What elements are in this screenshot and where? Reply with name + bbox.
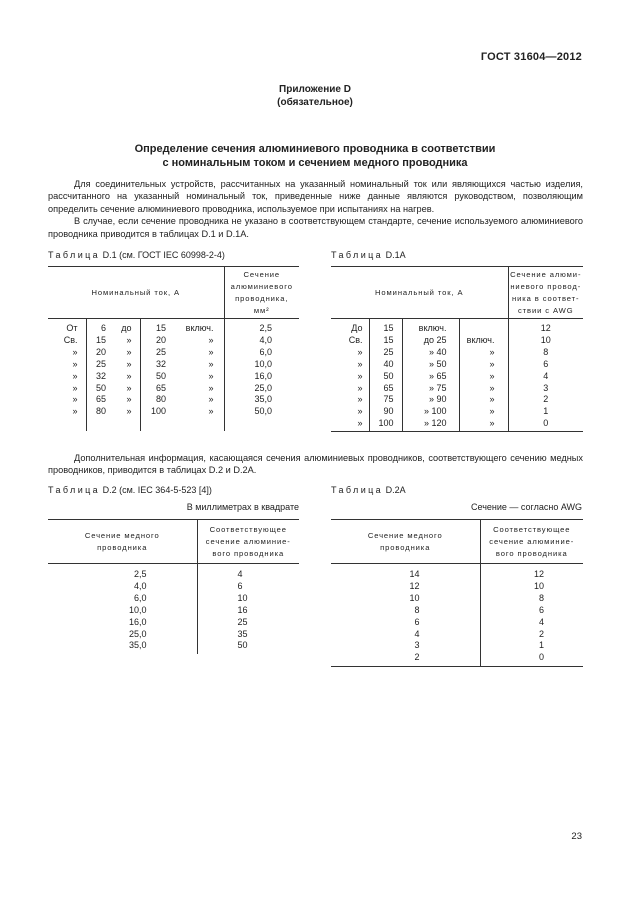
table-cell: »: [110, 394, 140, 406]
table-cell: » 100: [402, 406, 459, 418]
table-cell: 6: [543, 358, 549, 369]
table-cell: »: [110, 383, 140, 395]
table-cell: 6,0: [48, 593, 197, 605]
table-cell: 6: [538, 604, 544, 615]
table-d2a-header-aluminium: [480, 520, 583, 564]
annex-heading: [0, 83, 630, 109]
table-cell: 25: [369, 347, 402, 359]
header-line: сечение алюминие-: [489, 536, 575, 546]
table-cell: »: [110, 335, 140, 347]
header-line: алюминиевого: [230, 281, 293, 291]
table-cell: » 65: [402, 371, 459, 383]
table-cell: »: [170, 394, 224, 406]
table-d1a: [331, 266, 583, 432]
document-code: ГОСТ 31604—2012: [480, 51, 582, 63]
table-cell: 25: [155, 346, 166, 357]
table-cell: 40: [369, 359, 402, 371]
table-row: [48, 581, 299, 593]
table-d2a: [331, 519, 583, 667]
table-cell: 15: [369, 335, 402, 347]
table-cell: 0: [508, 418, 583, 431]
table-cell: 8: [538, 592, 544, 603]
table-d1a-header-section: [508, 267, 583, 319]
header-line: ника в соответ-: [512, 293, 580, 303]
table-cell: 2: [538, 628, 544, 639]
table-cell: »: [110, 359, 140, 371]
intro-paragraph-1: Для соединительных устройств, рассчитанных на указанный номинальный ток или являющихся частью изделия, рассчитанного на указанный номинальный ток, приведенные ниже данные являются руководством, позволяющим определить сечение алюминиевого проводника, используемое при испытаниях на нагрев.: [48, 179, 583, 214]
header-line: сечение алюминие-: [205, 536, 291, 546]
table-cell: [459, 319, 508, 335]
table-cell: »: [331, 359, 369, 371]
table-cell: Св.: [331, 335, 369, 347]
table-row: [331, 418, 583, 431]
table-cell: »: [331, 371, 369, 383]
table-row: [331, 593, 583, 605]
table-row: [48, 640, 299, 654]
table-row: [331, 640, 583, 652]
table-row: [48, 347, 299, 359]
table-cell: 80: [95, 406, 106, 417]
table-cell: 50,0: [254, 406, 272, 417]
table-cell: 20: [155, 334, 166, 345]
table-d1-header-section: [224, 267, 299, 319]
table-row: [331, 383, 583, 395]
table-cell: 1: [538, 640, 544, 651]
caption-word: Таблица: [331, 250, 384, 260]
table-cell: включ.: [170, 319, 224, 335]
caption-word: Таблица: [48, 485, 101, 495]
table-cell: 2,5: [259, 323, 272, 333]
table-cell: 6: [237, 580, 243, 591]
table-cell: »: [331, 406, 369, 418]
table-cell: 65: [369, 383, 402, 395]
table-row: [331, 652, 583, 666]
table-row: [48, 593, 299, 605]
table-cell: 35: [237, 628, 248, 639]
table-d1a-caption: [331, 250, 406, 260]
table-cell: 15: [95, 334, 106, 345]
table-row: [331, 394, 583, 406]
table-cell: 100: [369, 418, 402, 431]
caption-rest: D.2A: [385, 485, 406, 495]
table-cell: 100: [150, 406, 166, 417]
table-cell: 20: [95, 346, 106, 357]
table-row: [331, 359, 583, 371]
header-line: проводника,: [235, 293, 289, 303]
table-cell: 65: [95, 394, 106, 405]
table-cell: »: [48, 347, 86, 359]
table-cell: 10: [540, 334, 551, 345]
header-line: Соответствующее: [209, 524, 287, 534]
mid-text: [48, 452, 583, 477]
table-cell: »: [459, 406, 508, 418]
table-row: [331, 406, 583, 418]
table-cell: »: [331, 418, 369, 431]
table-row: [48, 319, 299, 335]
intro-text: [48, 178, 583, 240]
table-cell: до 25: [402, 335, 459, 347]
table-row: [331, 319, 583, 335]
table-row: [48, 605, 299, 617]
header-line: Сечение алюми-: [510, 269, 582, 279]
table-cell: » 90: [402, 394, 459, 406]
table-cell: 25: [237, 616, 248, 627]
table-cell: »: [48, 406, 86, 431]
table-d2-unit-note: В миллиметрах в квадрате: [186, 502, 299, 512]
table-row: [48, 371, 299, 383]
table-cell: 50: [237, 640, 248, 651]
table-cell: 16,0: [254, 370, 272, 381]
table-cell: От: [48, 319, 86, 335]
table-cell: 4,0: [48, 581, 197, 593]
header-line: вого проводника: [495, 548, 568, 558]
table-cell: »: [459, 371, 508, 383]
caption-word: Таблица: [331, 485, 384, 495]
table-cell: 35,0: [48, 640, 197, 654]
intro-paragraph-2: В случае, если сечение проводника не указано в соответствующем стандарте, сечение используемого алюминиевого проводника приводится в таблицах D.1 и D.1A.: [48, 216, 583, 239]
table-cell: 2,5: [48, 564, 197, 581]
table-row: [331, 347, 583, 359]
table-cell: 50: [155, 370, 166, 381]
header-line: проводника: [380, 542, 431, 552]
table-cell: 25,0: [48, 629, 197, 641]
table-row: [331, 605, 583, 617]
table-cell: 12: [533, 569, 544, 579]
table-row: [48, 394, 299, 406]
annex-status: (обязательное): [277, 97, 353, 108]
table-cell: 50: [369, 371, 402, 383]
table-cell: 16: [237, 604, 248, 615]
table-cell: 15: [369, 319, 402, 335]
section-title-line2: с номинальным током и сечением медного проводника: [162, 157, 468, 169]
mid-paragraph: Дополнительная информация, касающаяся сечения алюминиевых проводников, соответствующего сечению медных проводников, приводится в таблицах D.2 и D.2A.: [48, 453, 583, 476]
table-cell: »: [331, 394, 369, 406]
table-d1a-header-current: Номинальный ток, А: [331, 267, 508, 319]
table-cell: 15: [155, 323, 166, 333]
table-d2-caption: [48, 485, 212, 495]
table-d2-header-aluminium: [197, 520, 299, 564]
caption-rest: D.2 (см. IEC 364-5-523 [4]): [102, 485, 212, 495]
table-cell: 6: [100, 323, 106, 333]
table-cell: 12: [331, 581, 480, 593]
table-d1: [48, 266, 299, 431]
table-cell: » 50: [402, 359, 459, 371]
table-cell: 90: [369, 406, 402, 418]
table-cell: »: [110, 371, 140, 383]
table-cell: 10,0: [254, 358, 272, 369]
table-row: [331, 335, 583, 347]
table-cell: 65: [155, 382, 166, 393]
table-cell: 32: [95, 370, 106, 381]
table-cell: 10: [533, 580, 544, 591]
table-d1-caption: [48, 250, 225, 260]
table-cell: включ.: [402, 319, 459, 335]
table-cell: »: [459, 347, 508, 359]
table-row: [331, 564, 583, 581]
table-cell: 8: [331, 605, 480, 617]
table-row: [48, 383, 299, 395]
table-row: [331, 629, 583, 641]
caption-word: Таблица: [48, 250, 101, 260]
table-cell: 4: [538, 616, 544, 627]
table-cell: »: [48, 371, 86, 383]
table-cell: »: [110, 406, 140, 431]
table-d2a-caption: [331, 485, 406, 495]
table-cell: 25,0: [254, 382, 272, 393]
table-cell: » 75: [402, 383, 459, 395]
table-cell: 32: [155, 358, 166, 369]
table-cell: »: [170, 359, 224, 371]
table-d2: [48, 519, 299, 654]
caption-rest: D.1A: [385, 250, 406, 260]
section-title: [0, 142, 630, 170]
table-cell: 6: [331, 617, 480, 629]
table-row: [48, 335, 299, 347]
header-line: Сечение медного: [84, 530, 160, 540]
table-cell: »: [170, 383, 224, 395]
caption-rest: D.1 (см. ГОСТ IEC 60998-2-4): [102, 250, 225, 260]
table-cell: 8: [543, 346, 549, 357]
header-line: Соответствующее: [493, 524, 571, 534]
table-cell: 10,0: [48, 605, 197, 617]
table-cell: 3: [543, 382, 549, 393]
table-cell: 4,0: [259, 334, 272, 345]
header-line: ствии с AWG: [517, 305, 574, 315]
table-cell: »: [459, 394, 508, 406]
table-cell: 25: [95, 358, 106, 369]
table-d2-header-copper: [48, 520, 197, 564]
table-cell: »: [110, 347, 140, 359]
header-line: проводника: [97, 542, 148, 552]
table-cell: Св.: [48, 335, 86, 347]
table-row: [331, 617, 583, 629]
table-cell: 4: [237, 569, 243, 579]
table-cell: »: [170, 347, 224, 359]
table-cell: 50: [95, 382, 106, 393]
table-cell: включ.: [459, 335, 508, 347]
table-cell: »: [170, 371, 224, 383]
table-cell: »: [459, 359, 508, 371]
table-cell: 4: [331, 629, 480, 641]
table-cell: 35,0: [254, 394, 272, 405]
table-row: [48, 406, 299, 431]
table-cell: » 40: [402, 347, 459, 359]
table-cell: »: [459, 418, 508, 431]
table-cell: 4: [543, 370, 549, 381]
table-row: [48, 564, 299, 581]
table-cell: 2: [331, 652, 480, 666]
table-cell: »: [48, 394, 86, 406]
table-cell: »: [331, 383, 369, 395]
table-cell: »: [459, 383, 508, 395]
table-cell: 75: [369, 394, 402, 406]
table-row: [48, 359, 299, 371]
table-cell: »: [170, 406, 224, 431]
table-cell: » 120: [402, 418, 459, 431]
table-row: [48, 629, 299, 641]
table-row: [331, 371, 583, 383]
table-cell: До: [331, 319, 369, 335]
table-cell: »: [331, 347, 369, 359]
table-row: [48, 617, 299, 629]
header-line: вого проводника: [212, 548, 285, 558]
section-title-line1: Определение сечения алюминиевого проводника в соответствии: [134, 143, 496, 155]
header-line: ниевого провод-: [510, 281, 582, 291]
table-row: [331, 581, 583, 593]
table-d2a-header-copper: [331, 520, 480, 564]
table-cell: 10: [331, 593, 480, 605]
table-d2a-unit-note: Сечение — согласно AWG: [471, 502, 582, 512]
table-cell: 2: [543, 394, 549, 405]
table-cell: 10: [237, 592, 248, 603]
header-line: Сечение медного: [367, 530, 443, 540]
table-cell: 0: [480, 652, 583, 666]
annex-title: Приложение D: [279, 84, 351, 95]
table-cell: 1: [543, 406, 549, 417]
table-cell: 6,0: [259, 346, 272, 357]
page-number: 23: [571, 831, 582, 842]
table-cell: 12: [540, 323, 551, 333]
header-line: мм²: [253, 305, 270, 315]
table-cell: »: [48, 383, 86, 395]
table-cell: »: [48, 359, 86, 371]
table-d1-header-current: Номинальный ток, А: [48, 267, 224, 319]
table-cell: 14: [331, 564, 480, 581]
table-cell: 3: [331, 640, 480, 652]
table-cell: 16,0: [48, 617, 197, 629]
table-cell: до: [110, 319, 140, 335]
table-cell: 80: [155, 394, 166, 405]
table-cell: »: [170, 335, 224, 347]
header-line: Сечение: [243, 269, 281, 279]
